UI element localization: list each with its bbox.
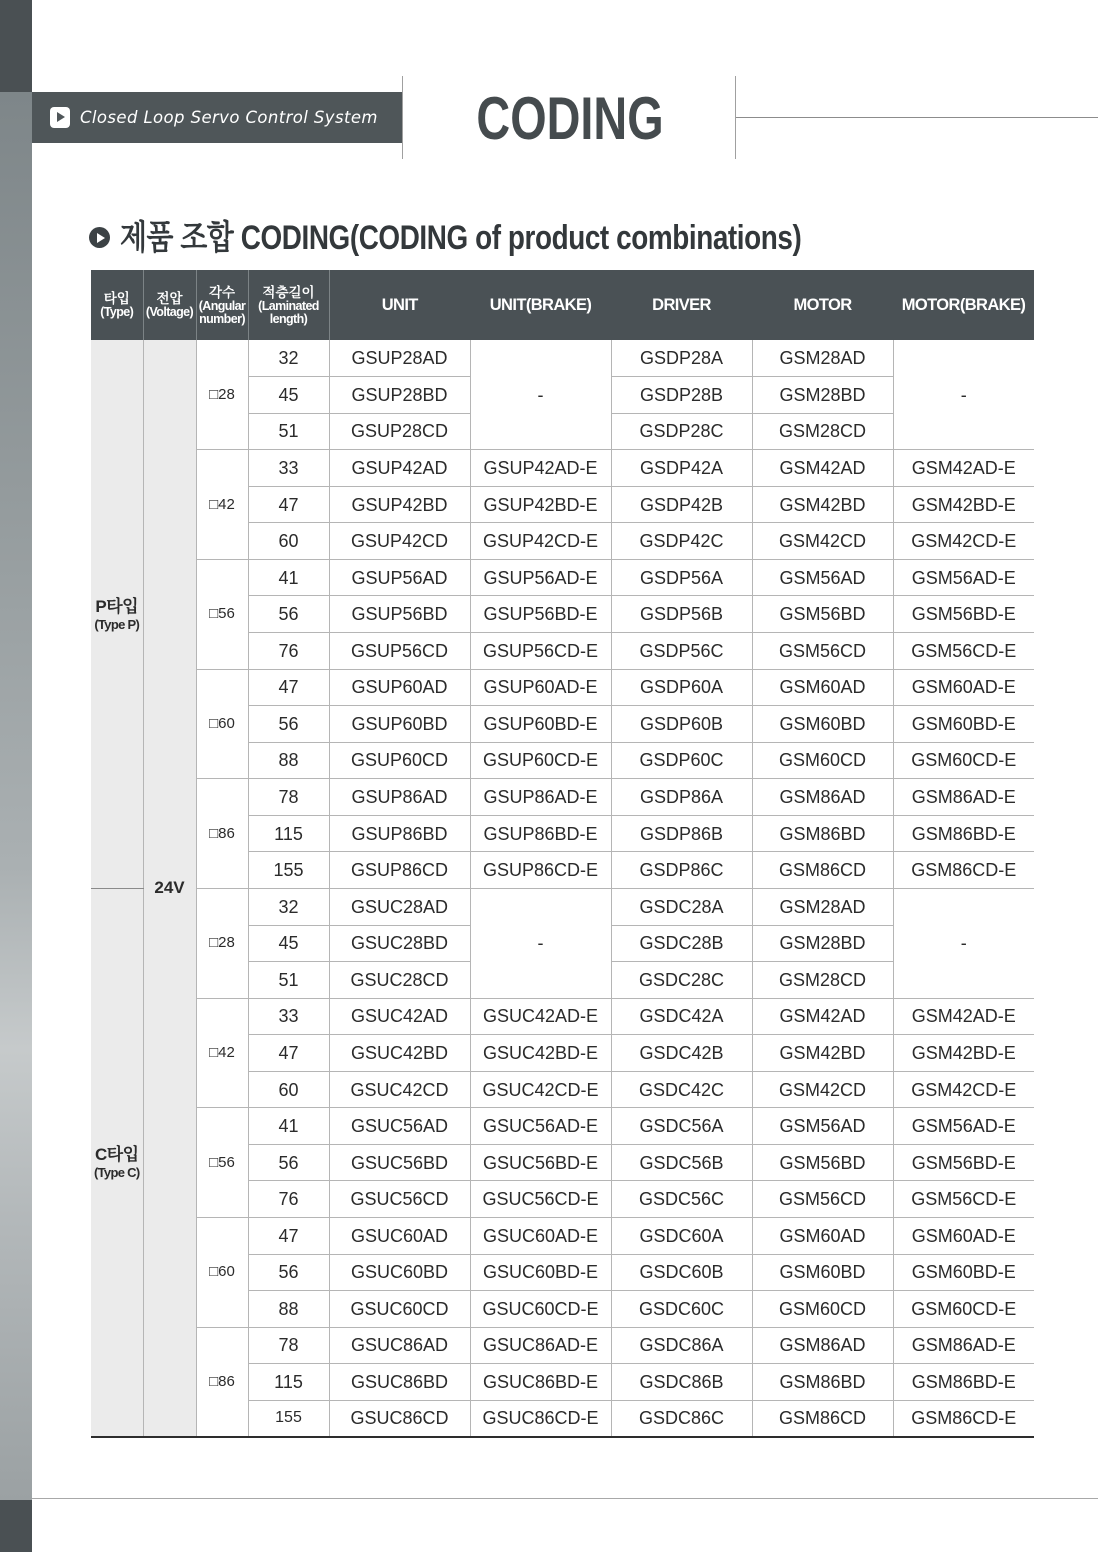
angular-cell: □86 [196,779,248,889]
motor-brake-cell: GSM60AD-E [893,669,1034,706]
type-label-en: (Type C) [94,1165,140,1181]
angular-cell: □56 [196,559,248,669]
driver-cell: GSDP28C [611,413,752,450]
unit-cell: GSUC60AD [329,1218,470,1255]
motor-cell: GSM60AD [752,669,893,706]
angular-cell: □60 [196,1218,248,1328]
driver-cell: GSDP42A [611,450,752,487]
laminated-length-cell: 32 [248,340,329,377]
unit-cell: GSUC86CD [329,1400,470,1437]
motor-brake-cell: GSM86AD-E [893,1327,1034,1364]
driver-cell: GSDP60A [611,669,752,706]
laminated-length-cell: 115 [248,815,329,852]
table-row [91,340,1034,377]
driver-cell: GSDP56A [611,559,752,596]
unit-brake-cell: GSUP86AD-E [470,779,611,816]
column-header-motor-brake: MOTOR(BRAKE) [893,270,1034,340]
driver-cell: GSDC56A [611,1108,752,1145]
motor-cell: GSM60BD [752,706,893,743]
angular-cell: □56 [196,1108,248,1218]
motor-cell: GSM28CD [752,962,893,999]
laminated-length-cell: 155 [248,1400,329,1437]
laminated-length-cell: 41 [248,559,329,596]
side-strip-bottom [0,1500,32,1552]
driver-cell: GSDP56B [611,596,752,633]
driver-cell: GSDP86C [611,852,752,889]
motor-brake-cell: GSM56BD-E [893,596,1034,633]
driver-cell: GSDC42A [611,998,752,1035]
driver-cell: GSDP56C [611,633,752,670]
motor-brake-cell: GSM56CD-E [893,1181,1034,1218]
unit-brake-cell: GSUP60CD-E [470,742,611,779]
laminated-length-cell: 115 [248,1364,329,1401]
laminated-length-cell: 56 [248,1254,329,1291]
header-line: 적층길이 [262,284,315,300]
motor-brake-cell: GSM42CD-E [893,523,1034,560]
unit-cell: GSUP60AD [329,669,470,706]
laminated-length-cell: 41 [248,1108,329,1145]
unit-brake-cell: GSUP56CD-E [470,633,611,670]
unit-brake-cell: GSUC60BD-E [470,1254,611,1291]
unit-brake-cell: GSUC60AD-E [470,1218,611,1255]
motor-cell: GSM56CD [752,633,893,670]
driver-cell: GSDP42C [611,523,752,560]
unit-cell: GSUP56CD [329,633,470,670]
laminated-length-cell: 33 [248,998,329,1035]
motor-brake-cell: GSM86CD-E [893,852,1034,889]
laminated-length-cell: 51 [248,413,329,450]
unit-cell: GSUP56BD [329,596,470,633]
motor-cell: GSM42CD [752,1071,893,1108]
laminated-length-cell: 56 [248,1144,329,1181]
unit-cell: GSUC56AD [329,1108,470,1145]
unit-cell: GSUC28BD [329,925,470,962]
header-line: (Laminated [258,298,319,313]
laminated-length-cell: 56 [248,596,329,633]
unit-cell: GSUP56AD [329,559,470,596]
play-icon [50,107,70,128]
type-label-ko: P타입 [95,596,139,616]
angular-cell: □86 [196,1327,248,1437]
unit-brake-cell: GSUC56BD-E [470,1144,611,1181]
voltage-cell: 24V [143,340,196,1437]
laminated-length-cell: 155 [248,852,329,889]
unit-cell: GSUC60CD [329,1291,470,1328]
driver-cell: GSDC42C [611,1071,752,1108]
unit-brake-cell: GSUC42BD-E [470,1035,611,1072]
unit-cell: GSUP86CD [329,852,470,889]
section-title: 제품 조합 CODING(CODING of product combinations) [120,219,802,257]
driver-cell: GSDP42B [611,486,752,523]
side-strip-globe [0,92,32,1500]
motor-cell: GSM28BD [752,377,893,414]
motor-cell: GSM56AD [752,559,893,596]
laminated-length-cell: 60 [248,1071,329,1108]
motor-cell: GSM42BD [752,1035,893,1072]
unit-brake-cell: GSUP60BD-E [470,706,611,743]
motor-cell: GSM86CD [752,1400,893,1437]
unit-brake-cell: GSUC56AD-E [470,1108,611,1145]
motor-brake-cell: GSM56AD-E [893,559,1034,596]
motor-brake-cell: GSM56AD-E [893,1108,1034,1145]
laminated-length-cell: 60 [248,523,329,560]
motor-brake-cell: GSM56CD-E [893,633,1034,670]
motor-cell: GSM56BD [752,596,893,633]
column-header-angular [196,270,248,340]
motor-cell: GSM28CD [752,413,893,450]
page-title-text: CODING [475,85,664,152]
laminated-length-cell: 56 [248,706,329,743]
motor-brake-cell: GSM42BD-E [893,486,1034,523]
table-header-row [91,270,1034,340]
unit-brake-cell: GSUP56BD-E [470,596,611,633]
table-row [91,1108,1034,1145]
column-header-unit-brake: UNIT(BRAKE) [470,270,611,340]
driver-cell: GSDC86C [611,1400,752,1437]
table-row [91,559,1034,596]
side-strip-top [0,0,32,92]
motor-cell: GSM56CD [752,1181,893,1218]
column-header-driver: DRIVER [611,270,752,340]
unit-brake-cell: GSUC86BD-E [470,1364,611,1401]
motor-cell: GSM28AD [752,888,893,925]
motor-brake-cell: GSM42AD-E [893,998,1034,1035]
header-line: 각수 [208,284,236,300]
laminated-length-cell: 51 [248,962,329,999]
header-line: (Type) [100,305,134,319]
driver-cell: GSDC42B [611,1035,752,1072]
driver-cell: GSDC56C [611,1181,752,1218]
header-line: (Voltage) [145,305,194,319]
unit-cell: GSUC42CD [329,1071,470,1108]
angular-cell: □42 [196,998,248,1108]
type-label-ko: C타입 [94,1145,139,1165]
unit-cell: GSUP28AD [329,340,470,377]
unit-brake-cell: - [470,888,611,998]
motor-brake-cell: GSM60CD-E [893,1291,1034,1328]
laminated-length-cell: 76 [248,1181,329,1218]
unit-cell: GSUC86BD [329,1364,470,1401]
motor-brake-cell: GSM60BD-E [893,1254,1034,1291]
category-badge-text: Closed Loop Servo Control System [80,108,378,127]
table-row [91,669,1034,706]
table-body [91,340,1034,1437]
unit-brake-cell: GSUP42AD-E [470,450,611,487]
unit-cell: GSUP28CD [329,413,470,450]
driver-cell: GSDC60C [611,1291,752,1328]
laminated-length-cell: 32 [248,888,329,925]
unit-brake-cell: GSUP42CD-E [470,523,611,560]
unit-brake-cell: GSUC60CD-E [470,1291,611,1328]
motor-cell: GSM60CD [752,1291,893,1328]
unit-cell: GSUC86AD [329,1327,470,1364]
unit-brake-cell: - [470,340,611,450]
column-header-motor: MOTOR [752,270,893,340]
type-cell [91,888,143,1436]
motor-cell: GSM86AD [752,1327,893,1364]
unit-cell: GSUC60BD [329,1254,470,1291]
motor-brake-cell: GSM86CD-E [893,1400,1034,1437]
unit-cell: GSUC42BD [329,1035,470,1072]
driver-cell: GSDP28A [611,340,752,377]
unit-cell: GSUP28BD [329,377,470,414]
unit-brake-cell: GSUP86CD-E [470,852,611,889]
motor-cell: GSM42BD [752,486,893,523]
column-header-unit: UNIT [329,270,470,340]
motor-cell: GSM56BD [752,1144,893,1181]
coding-table [91,270,1034,1438]
motor-brake-cell: GSM86AD-E [893,779,1034,816]
driver-cell: GSDP60C [611,742,752,779]
motor-brake-cell: GSM86BD-E [893,1364,1034,1401]
angular-cell: □42 [196,450,248,560]
unit-cell: GSUP42AD [329,450,470,487]
driver-cell: GSDC86A [611,1327,752,1364]
laminated-length-cell: 88 [248,1291,329,1328]
motor-cell: GSM42AD [752,998,893,1035]
unit-cell: GSUP86BD [329,815,470,852]
angular-cell: □28 [196,340,248,450]
motor-brake-cell: GSM60BD-E [893,706,1034,743]
table-row [91,888,1034,925]
motor-brake-cell: GSM42AD-E [893,450,1034,487]
footer-rule [32,1498,1098,1499]
motor-brake-cell: - [893,888,1034,998]
header-rule [736,117,1098,118]
table-row [91,450,1034,487]
unit-brake-cell: GSUP60AD-E [470,669,611,706]
motor-cell: GSM56AD [752,1108,893,1145]
header-line: 전압 [156,291,183,306]
unit-brake-cell: GSUC56CD-E [470,1181,611,1218]
motor-cell: GSM60CD [752,742,893,779]
motor-brake-cell: GSM42BD-E [893,1035,1034,1072]
motor-cell: GSM42AD [752,450,893,487]
header-line: number) [199,311,245,326]
column-header-voltage [143,270,196,340]
motor-cell: GSM86CD [752,852,893,889]
motor-brake-cell: GSM56BD-E [893,1144,1034,1181]
unit-brake-cell: GSUC86CD-E [470,1400,611,1437]
header-line: length) [269,311,308,326]
laminated-length-cell: 47 [248,1035,329,1072]
driver-cell: GSDC56B [611,1144,752,1181]
unit-brake-cell: GSUC42AD-E [470,998,611,1035]
laminated-length-cell: 47 [248,486,329,523]
unit-cell: GSUP60CD [329,742,470,779]
column-header-laminated [248,270,329,340]
driver-cell: GSDC28C [611,962,752,999]
motor-cell: GSM86AD [752,779,893,816]
motor-brake-cell: GSM60CD-E [893,742,1034,779]
laminated-length-cell: 88 [248,742,329,779]
motor-brake-cell: GSM86BD-E [893,815,1034,852]
laminated-length-cell: 78 [248,1327,329,1364]
driver-cell: GSDP60B [611,706,752,743]
table-row [91,1327,1034,1364]
driver-cell: GSDC28B [611,925,752,962]
laminated-length-cell: 76 [248,633,329,670]
unit-cell: GSUC28CD [329,962,470,999]
play-circle-icon [89,227,110,248]
motor-cell: GSM42CD [752,523,893,560]
laminated-length-cell: 47 [248,1218,329,1255]
driver-cell: GSDC60B [611,1254,752,1291]
unit-cell: GSUP42CD [329,523,470,560]
motor-cell: GSM28AD [752,340,893,377]
angular-cell: □60 [196,669,248,779]
type-label-en: (Type P) [94,616,140,632]
unit-cell: GSUC56BD [329,1144,470,1181]
unit-cell: GSUC56CD [329,1181,470,1218]
motor-cell: GSM28BD [752,925,893,962]
table-row [91,779,1034,816]
motor-cell: GSM86BD [752,1364,893,1401]
unit-cell: GSUP86AD [329,779,470,816]
driver-cell: GSDP28B [611,377,752,414]
page-title [403,85,736,152]
laminated-length-cell: 45 [248,925,329,962]
unit-brake-cell: GSUP42BD-E [470,486,611,523]
type-cell [91,340,143,888]
motor-brake-cell: GSM60AD-E [893,1218,1034,1255]
motor-cell: GSM60AD [752,1218,893,1255]
driver-cell: GSDP86B [611,815,752,852]
unit-cell: GSUC42AD [329,998,470,1035]
motor-brake-cell: - [893,340,1034,450]
unit-brake-cell: GSUC42CD-E [470,1071,611,1108]
table-row [91,1218,1034,1255]
driver-cell: GSDP86A [611,779,752,816]
motor-cell: GSM86BD [752,815,893,852]
angular-cell: □28 [196,888,248,998]
driver-cell: GSDC86B [611,1364,752,1401]
unit-brake-cell: GSUP86BD-E [470,815,611,852]
column-header-type [91,270,143,340]
laminated-length-cell: 45 [248,377,329,414]
unit-cell: GSUP60BD [329,706,470,743]
laminated-length-cell: 78 [248,779,329,816]
unit-cell: GSUP42BD [329,486,470,523]
table-row [91,998,1034,1035]
header-line: 타입 [103,291,130,306]
motor-cell: GSM60BD [752,1254,893,1291]
unit-brake-cell: GSUC86AD-E [470,1327,611,1364]
driver-cell: GSDC28A [611,888,752,925]
laminated-length-cell: 33 [248,450,329,487]
unit-cell: GSUC28AD [329,888,470,925]
unit-brake-cell: GSUP56AD-E [470,559,611,596]
header-line: (Angular [198,298,246,313]
motor-brake-cell: GSM42CD-E [893,1071,1034,1108]
laminated-length-cell: 47 [248,669,329,706]
driver-cell: GSDC60A [611,1218,752,1255]
